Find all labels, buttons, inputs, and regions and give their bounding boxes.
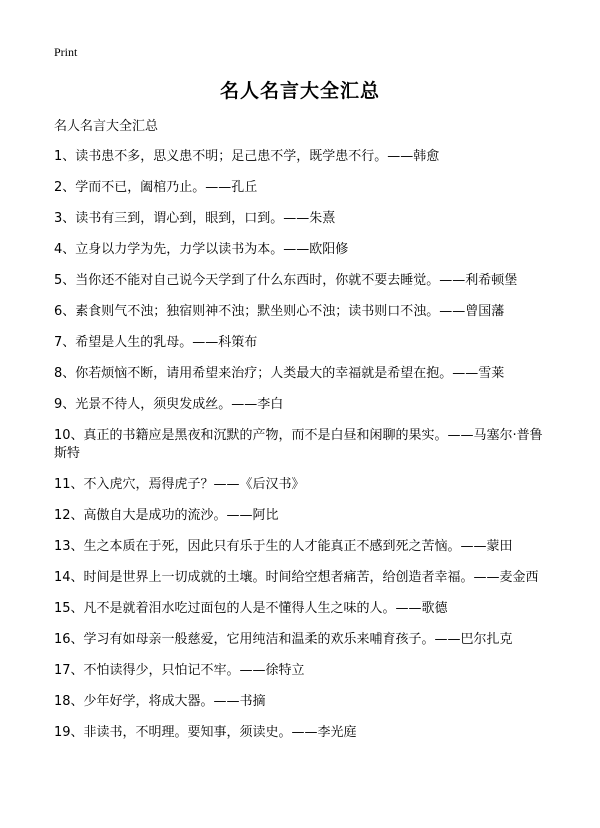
quote-list — [54, 148, 554, 755]
quote-text: 少年好学，将成大器。——书摘 — [83, 694, 266, 709]
quote-text: 光景不待人，须臾发成丝。——李白 — [75, 397, 284, 412]
quote-item — [54, 569, 554, 587]
quote-number: 10、 — [54, 428, 84, 443]
quote-text: 真正的书籍应是黑夜和沉默的产物，而不是白昼和闲聊的果实。——马塞尔·普鲁斯特 — [54, 428, 543, 461]
quote-number: 7、 — [54, 335, 76, 350]
quote-text: 非读书，不明理。要知事，须读史。——李光庭 — [83, 725, 357, 740]
quote-text: 不入虎穴，焉得虎子？——《后汉书》 — [83, 477, 305, 492]
quote-number: 15、 — [54, 601, 84, 616]
quote-text: 读书患不多，思义患不明；足己患不学，既学患不行。——韩愈 — [75, 149, 440, 164]
quote-text: 你若烦恼不断，请用希望来治疗；人类最大的幸福就是希望在抱。——雪莱 — [75, 366, 505, 381]
quote-text: 不怕读得少，只怕记不牢。——徐特立 — [83, 663, 305, 678]
quote-number: 19、 — [54, 725, 84, 740]
quote-text: 学而不已，阖棺乃止。——孔丘 — [75, 180, 258, 195]
print-label[interactable]: Print — [54, 45, 78, 59]
quote-number: 17、 — [54, 663, 84, 678]
quote-text: 素食则气不浊；独宿则神不浊；默坐则心不浊；读书则口不浊。——曾国藩 — [75, 304, 505, 319]
quote-text: 生之本质在于死，因此只有乐于生的人才能真正不感到死之苦恼。——蒙田 — [83, 539, 513, 554]
quote-item — [54, 241, 554, 259]
document-subtitle: 名人名言大全汇总 — [54, 119, 159, 134]
quote-text: 凡不是就着泪水吃过面包的人是不懂得人生之味的人。——歌德 — [83, 601, 448, 616]
quote-number: 14、 — [54, 570, 84, 585]
quote-number: 4、 — [54, 242, 76, 257]
quote-item — [54, 303, 554, 321]
quote-item — [54, 210, 554, 228]
page-title: 名人名言大全汇总 — [219, 80, 380, 102]
quote-number: 11、 — [54, 477, 84, 492]
quote-text: 高傲自大是成功的流沙。——阿比 — [83, 508, 279, 523]
quote-item — [54, 148, 554, 166]
quote-item — [54, 334, 554, 352]
quote-number: 12、 — [54, 508, 84, 523]
quote-item — [54, 396, 554, 414]
quote-item — [54, 724, 554, 742]
quote-number: 9、 — [54, 397, 76, 412]
quote-number: 16、 — [54, 632, 84, 647]
quote-item — [54, 272, 554, 290]
quote-item — [54, 693, 554, 711]
quote-item — [54, 631, 554, 649]
quote-number: 5、 — [54, 273, 76, 288]
quote-item — [54, 507, 554, 525]
quote-number: 3、 — [54, 211, 76, 226]
quote-item — [54, 427, 554, 463]
quote-text: 读书有三到，谓心到，眼到，口到。——朱熹 — [75, 211, 336, 226]
quote-number: 6、 — [54, 304, 76, 319]
quote-item — [54, 179, 554, 197]
quote-text: 希望是人生的乳母。——科策布 — [75, 335, 258, 350]
quote-item — [54, 476, 554, 494]
quote-item — [54, 662, 554, 680]
quote-number: 1、 — [54, 149, 76, 164]
quote-number: 13、 — [54, 539, 84, 554]
quote-text: 当你还不能对自己说今天学到了什么东西时，你就不要去睡觉。——利希顿堡 — [75, 273, 518, 288]
quote-item — [54, 365, 554, 383]
quote-item — [54, 538, 554, 556]
quote-number: 18、 — [54, 694, 84, 709]
quote-number: 8、 — [54, 366, 76, 381]
quote-text: 学习有如母亲一般慈爱，它用纯洁和温柔的欢乐来哺育孩子。——巴尔扎克 — [83, 632, 513, 647]
quote-item — [54, 600, 554, 618]
quote-number: 2、 — [54, 180, 76, 195]
quote-text: 时间是世界上一切成就的土壤。时间给空想者痛苦，给创造者幸福。——麦金西 — [83, 570, 539, 585]
quote-text: 立身以力学为先，力学以读书为本。——欧阳修 — [75, 242, 349, 257]
